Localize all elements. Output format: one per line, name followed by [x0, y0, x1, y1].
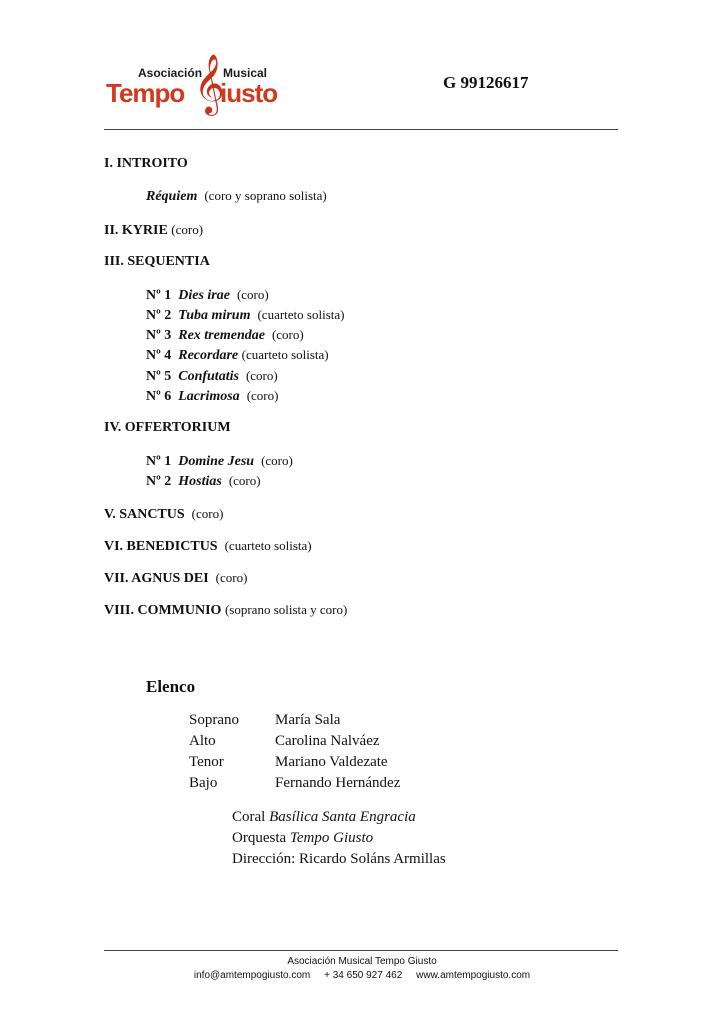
logo-line-asociacion: Asociación: [138, 66, 203, 80]
section-kyrie: [104, 222, 203, 239]
item-note: (cuarteto solista): [241, 347, 329, 362]
section-agnus-dei-title: VII. AGNUS DEI: [104, 571, 209, 586]
footer-phone: + 34 650 927 462: [324, 970, 403, 981]
sequentia-item: [146, 327, 304, 344]
footer-divider: [104, 950, 618, 951]
coral-line: [232, 809, 416, 826]
item-number: Nº 1: [146, 288, 172, 303]
sequentia-item: [146, 287, 269, 304]
sequentia-item: [146, 307, 344, 324]
item-note: (coro): [271, 327, 304, 342]
treble-clef-icon: 𝄞: [194, 54, 225, 114]
footer-name: Asociación Musical Tempo Giusto: [287, 956, 437, 967]
item-note: (cuarteto solista): [257, 307, 345, 322]
cast-role: Bajo: [189, 775, 218, 791]
header-divider: [104, 129, 618, 130]
sequentia-item: [146, 347, 329, 364]
section-benedictus-note: (cuarteto solista): [224, 538, 312, 553]
offertorium-item: [146, 453, 293, 470]
coral-name: Basílica Santa Engracia: [269, 809, 416, 825]
section-sanctus-title: V. SANCTUS: [104, 507, 185, 522]
footer-contact: [0, 970, 724, 981]
item-name: Lacrimosa: [178, 389, 240, 404]
item-note: (coro): [236, 287, 269, 302]
cast-name: María Sala: [275, 712, 341, 728]
section-benedictus: [104, 538, 312, 555]
introito-item: [146, 188, 327, 205]
section-agnus-dei: [104, 570, 247, 587]
offertorium-item: [146, 473, 261, 490]
section-sequentia: III. SEQUENTIA: [104, 254, 210, 269]
section-benedictus-title: VI. BENEDICTUS: [104, 539, 218, 554]
cast-role: Alto: [189, 733, 216, 749]
direccion-line: Dirección: Ricardo Soláns Armillas: [232, 851, 446, 867]
sequentia-item: [146, 368, 278, 385]
section-kyrie-title: II. KYRIE: [104, 223, 168, 238]
item-name: Domine Jesu: [178, 454, 255, 469]
item-number: Nº 2: [146, 474, 172, 489]
orquesta-label: Orquesta: [232, 830, 287, 846]
cif-number: G 99126617: [443, 73, 529, 92]
item-name: Hostias: [178, 474, 222, 489]
sequentia-item: [146, 388, 278, 405]
item-note: (coro): [246, 388, 279, 403]
item-number: Nº 1: [146, 454, 172, 469]
logo-word-tempo: Tempo: [106, 78, 185, 108]
section-communio-title: VIII. COMMUNIO: [104, 603, 222, 618]
introito-name: Réquiem: [146, 189, 198, 204]
item-note: (coro): [245, 368, 278, 383]
section-introito: I. INTROITO: [104, 156, 188, 171]
section-sanctus-note: (coro): [191, 506, 224, 521]
item-number: Nº 6: [146, 389, 172, 404]
orquesta-name: Tempo Giusto: [289, 830, 374, 846]
section-agnus-dei-note: (coro): [215, 570, 248, 585]
item-number: Nº 4: [146, 348, 172, 363]
item-number: Nº 3: [146, 328, 172, 343]
item-note: (coro): [228, 473, 261, 488]
section-communio: [104, 602, 347, 619]
section-communio-note: (soprano solista y coro): [224, 602, 348, 617]
item-name: Rex tremendae: [178, 328, 265, 343]
section-offertorium: IV. OFFERTORIUM: [104, 420, 231, 435]
cast-name: Carolina Nalváez: [275, 733, 380, 749]
logo-line-musical: Musical: [223, 66, 268, 80]
item-name: Dies irae: [178, 288, 230, 303]
orquesta-line: [232, 830, 373, 847]
footer-web: www.amtempogiusto.com: [416, 970, 531, 981]
cast-name: Mariano Valdezate: [275, 754, 388, 770]
cast-name: Fernando Hernández: [275, 775, 401, 791]
item-name: Tuba mirum: [178, 308, 251, 323]
section-kyrie-note: (coro): [171, 222, 204, 237]
cast-role: Soprano: [189, 712, 239, 728]
item-note: (coro): [261, 453, 293, 468]
elenco-title: Elenco: [146, 677, 196, 696]
item-number: Nº 2: [146, 308, 172, 323]
footer-email: info@amtempogiusto.com: [193, 970, 311, 981]
logo-word-giusto: iusto: [220, 78, 278, 108]
item-name: Recordare: [178, 348, 239, 363]
item-name: Confutatis: [178, 369, 239, 384]
logo: [104, 54, 278, 128]
coral-label: Coral: [232, 809, 266, 825]
introito-note: (coro y soprano solista): [204, 188, 327, 203]
item-number: Nº 5: [146, 369, 172, 384]
section-sanctus: [104, 506, 223, 523]
cast-role: Tenor: [189, 754, 224, 770]
